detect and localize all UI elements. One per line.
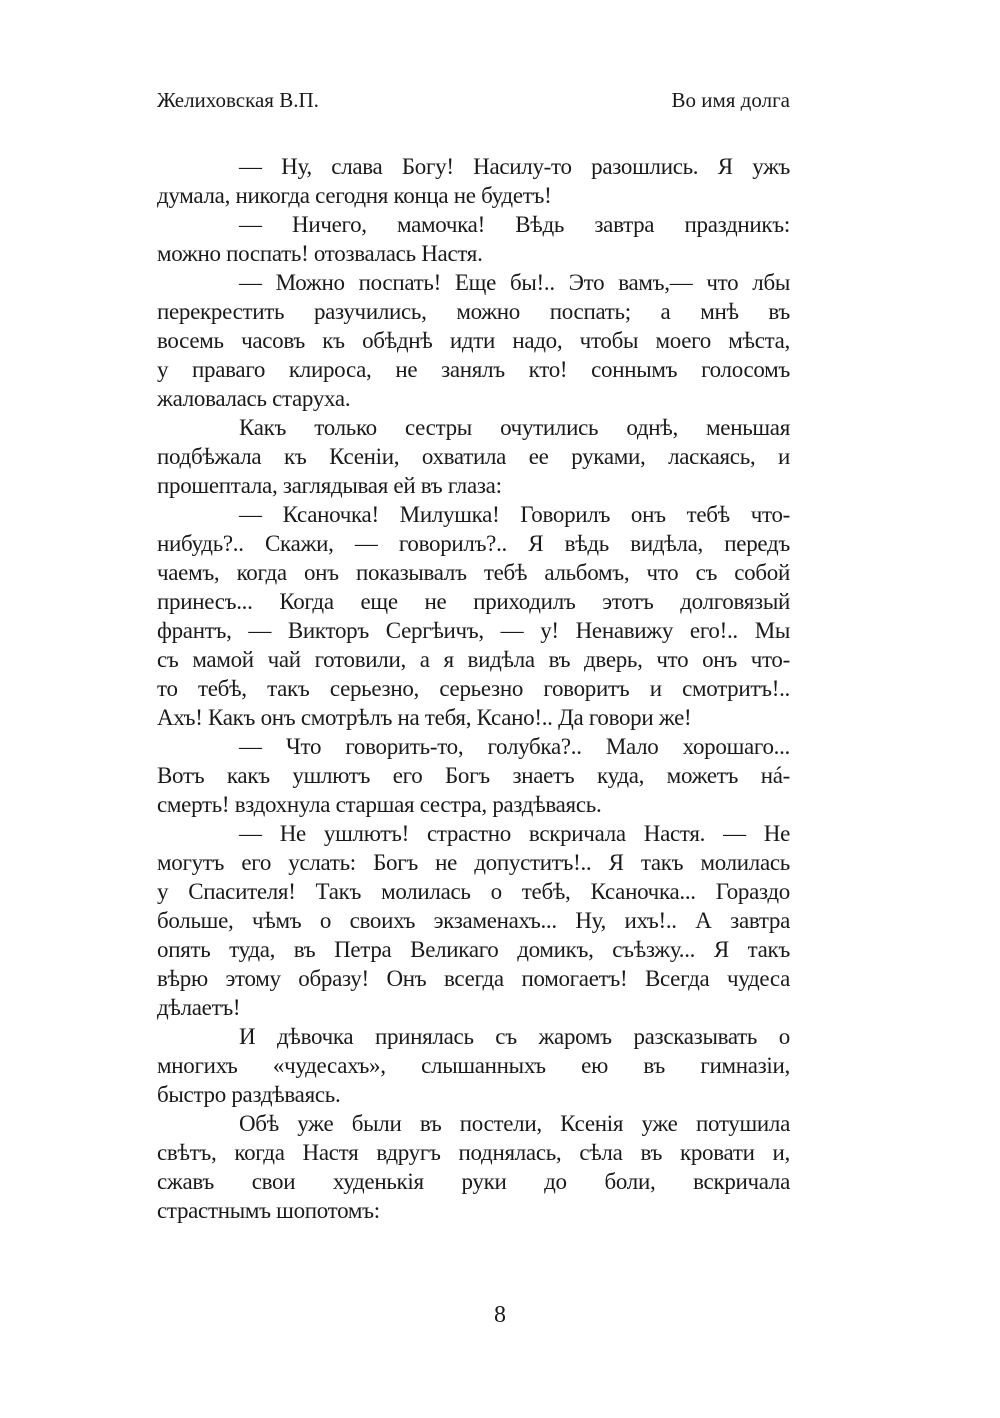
- text-line: И дѣвочка принялась съ жаромъ разсказывать о: [239, 1024, 790, 1049]
- text-line: многихъ «чудесахъ», слышанныхъ ею въ гимназіи,: [157, 1053, 790, 1078]
- text-line: франтъ, — Викторъ Сергѣичъ, — у! Ненавижу его!.. Мы: [157, 618, 790, 643]
- paragraph: [157, 268, 790, 413]
- text-line: Обѣ уже были въ постели, Ксенія уже потушила: [239, 1111, 790, 1136]
- paragraph: [157, 819, 790, 1022]
- text-line: опять туда, въ Петра Великаго домикъ, съѣзжу... Я такъ: [157, 937, 790, 962]
- text-line: Ахъ! Какъ онъ смотрѣлъ на тебя, Ксано!.. Да говори же!: [157, 705, 692, 730]
- text-line: принесъ... Когда еще не приходилъ этотъ долговязый: [157, 589, 790, 614]
- text-line: смерть! вздохнула старшая сестра, раздѣваясь.: [157, 792, 602, 817]
- text-line: больше, чѣмъ о своихъ экзаменахъ... Ну, ихъ!.. А завтра: [157, 908, 790, 933]
- page-body-text: [157, 152, 790, 1225]
- paragraph: [157, 210, 790, 268]
- text-line: думала, никогда сегодня конца не будетъ!: [157, 183, 552, 208]
- text-line: можно поспать! отозвалась Настя.: [157, 241, 483, 266]
- text-line: сжавъ свои худенькія руки до боли, вскричала: [157, 1169, 790, 1194]
- text-line: — Ксаночка! Милушка! Говорилъ онъ тебѣ что-: [239, 502, 790, 527]
- paragraph: [157, 732, 790, 819]
- text-line: нибудь?.. Скажи, — говорилъ?.. Я вѣдь видѣла, передъ: [157, 531, 790, 556]
- text-line: у Спасителя! Такъ молилась о тебѣ, Ксаночка... Гораздо: [157, 879, 790, 904]
- paragraph: [157, 500, 790, 732]
- text-line: свѣтъ, когда Настя вдругъ поднялась, сѣла въ кровати и,: [157, 1140, 790, 1165]
- text-line: то тебѣ, такъ серьезно, серьезно говоритъ и смотритъ!..: [157, 676, 790, 701]
- text-line: — Ну, слава Богу! Насилу-то разошлись. Я ужъ: [239, 154, 790, 179]
- text-line: быстро раздѣваясь.: [157, 1082, 341, 1107]
- text-line: восемь часовъ къ обѣднѣ идти надо, чтобы моего мѣста,: [157, 328, 790, 353]
- text-line: — Не ушлютъ! страстно вскричала Настя. — Не: [239, 821, 790, 846]
- paragraph: [157, 413, 790, 500]
- text-line: подбѣжала къ Ксеніи, охватила ее руками, ласкаясь, и: [157, 444, 790, 469]
- text-line: съ мамой чай готовили, а я видѣла въ дверь, что онъ что-: [157, 647, 790, 672]
- text-line: — Можно поспать! Еще бы!.. Это вамъ,— что лбы: [239, 270, 790, 295]
- page-number: 8: [494, 1302, 506, 1328]
- paragraph: [157, 1022, 790, 1109]
- text-line: Какъ только сестры очутились однѣ, меньшая: [239, 415, 790, 440]
- running-header-author: Желиховская В.П.: [157, 88, 319, 112]
- text-line: дѣлаетъ!: [157, 995, 241, 1020]
- text-line: перекрестить разучились, можно поспать; а мнѣ въ: [157, 299, 790, 324]
- text-line: вѣрю этому образу! Онъ всегда помогаетъ! Всегда чудеса: [157, 966, 790, 991]
- paragraph: [157, 1109, 790, 1225]
- text-line: жаловалась старуха.: [157, 386, 351, 411]
- running-header-title: Во имя долга: [671, 88, 790, 112]
- text-line: у праваго клироса, не занялъ кто! соннымъ голосомъ: [157, 357, 790, 382]
- text-line: — Что говорить-то, голубка?.. Мало хорошаго...: [239, 734, 790, 759]
- text-line: страстнымъ шопотомъ:: [157, 1198, 380, 1223]
- text-line: прошептала, заглядывая ей въ глаза:: [157, 473, 502, 498]
- text-line: могутъ его услать: Богъ не допуститъ!.. Я такъ молилась: [157, 850, 790, 875]
- paragraph: [157, 152, 790, 210]
- text-line: Вотъ какъ ушлютъ его Богъ знаетъ куда, можетъ нá-: [157, 763, 790, 788]
- text-line: чаемъ, когда онъ показывалъ тебѣ альбомъ, что съ собой: [157, 560, 790, 585]
- text-line: — Ничего, мамочка! Вѣдь завтра праздникъ:: [239, 212, 790, 237]
